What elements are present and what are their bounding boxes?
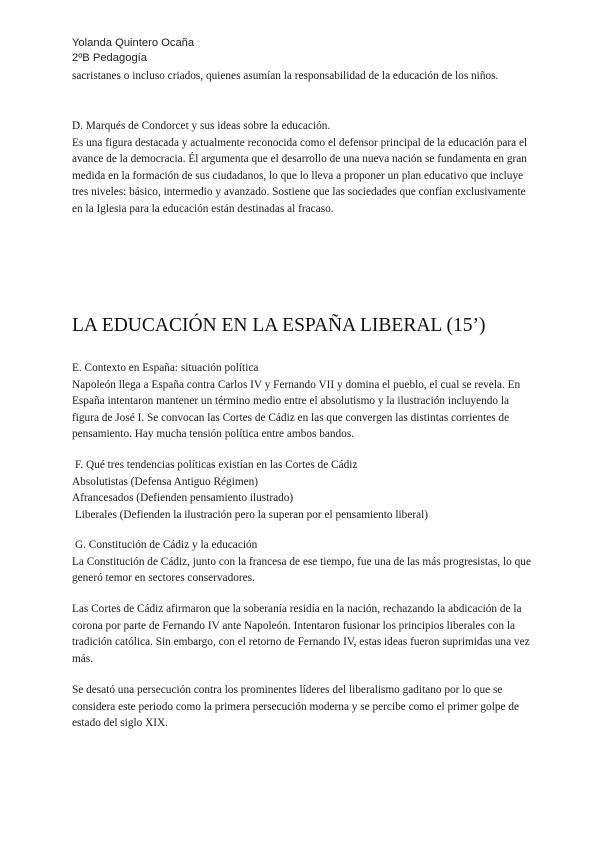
section-g-paragraph-3-block bbox=[72, 682, 532, 732]
intro-fragment bbox=[72, 68, 532, 85]
section-e-heading: E. Contexto en España: situación política bbox=[72, 362, 259, 374]
author-name: Yolanda Quintero Ocaña bbox=[72, 37, 195, 49]
section-f bbox=[72, 457, 532, 523]
section-g bbox=[72, 537, 532, 587]
section-d-body: Es una figura destacada y actualmente reconocida como el defensor principal de la educación para el avance de la democracia. Él argumenta que el desarrollo de una nueva nación se fundamenta en gran medida en la formación de sus ciudadanos, lo que lo lleva a proponer un plan educativo que incluye tres niveles: básico, intermedio y avanzado. Sostiene que las sociedades que confían exclusivamente en la Iglesia para la educación están destinadas al fracaso. bbox=[72, 136, 528, 215]
intro-paragraph: sacristanes o incluso criados, quienes asumían la responsabilidad de la educación de los niños. bbox=[72, 70, 499, 82]
section-f-heading: F. Qué tres tendencias políticas existían en las Cortes de Cádiz bbox=[75, 459, 358, 471]
section-g-paragraph-1: La Constitución de Cádiz, junto con la francesa de ese tiempo, fue una de las más progresistas, lo que generó temor en sectores conservadores. bbox=[72, 555, 531, 585]
section-g-paragraph-2-block bbox=[72, 601, 532, 667]
section-e bbox=[72, 360, 532, 443]
main-title: LA EDUCACIÓN EN LA ESPAÑA LIBERAL (15’) bbox=[72, 315, 486, 336]
section-g-paragraph-3: Se desató una persecución contra los prominentes líderes del liberalismo gaditano por lo que se considera este periodo como la primera persecución moderna y se percibe como el primer golpe de estado del siglo XIX. bbox=[72, 684, 519, 730]
section-g-heading: G. Constitución de Cádiz y la educación bbox=[75, 539, 258, 551]
list-item: Absolutistas (Defensa Antiguo Régimen) bbox=[72, 475, 259, 488]
list-item: Afrancesados (Defienden pensamiento ilustrado) bbox=[72, 492, 294, 505]
list-item: Liberales (Defienden la ilustración pero la superan por el pensamiento liberal) bbox=[72, 508, 429, 521]
section-g-paragraph-2: Las Cortes de Cádiz afirmaron que la soberanía residía en la nación, rechazando la abdicación de la corona por parte de Fernando IV ante Napoleón. Intentaron fusionar los principios liberales con la tradición católica. Sin embargo, con el retorno de Fernando IV, estas ideas fueron suprimidas una vez más. bbox=[72, 603, 530, 665]
section-e-body: Napoleón llega a España contra Carlos IV y Fernando VII y domina el pueblo, el cual se revela. En España intentaron mantener un término medio entre el absolutismo y la ilustración incluyendo la figura de José I. Se convocan las Cortes de Cádiz en las que convergen las distintas corrientes de pensamiento. Hay mucha tensión política entre ambos bandos. bbox=[72, 378, 521, 441]
course-label: 2ºB Pedagogía bbox=[72, 52, 148, 64]
section-d-heading: D. Marqués de Condorcet y sus ideas sobre la educación. bbox=[72, 120, 331, 132]
section-d bbox=[72, 118, 532, 218]
page-header bbox=[72, 36, 194, 66]
